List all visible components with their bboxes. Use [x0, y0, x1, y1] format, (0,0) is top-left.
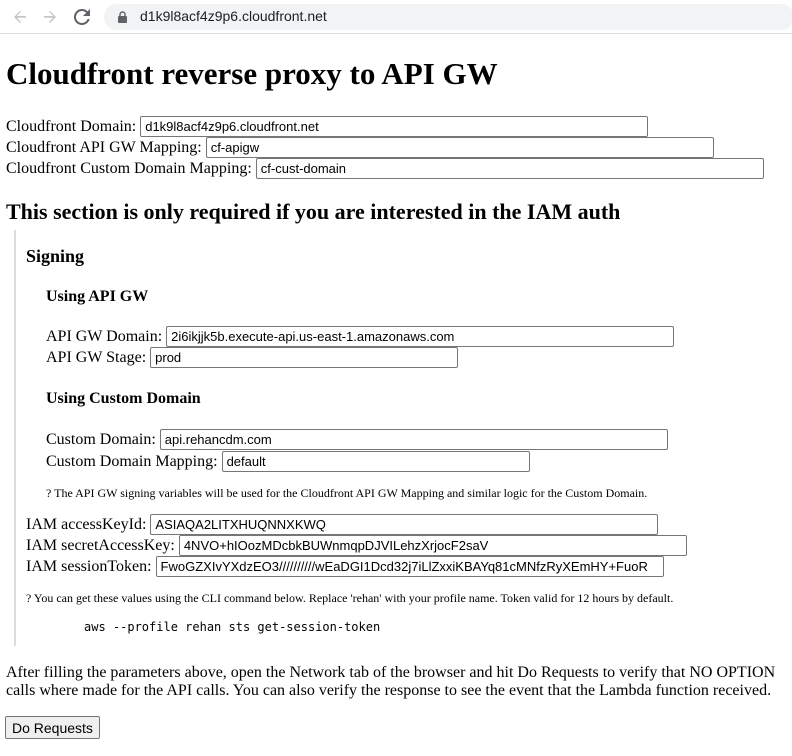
reload-icon[interactable] [70, 5, 94, 29]
address-bar[interactable] [104, 4, 792, 30]
secret-key-label: IAM secretAccessKey: [26, 536, 175, 554]
instructions-text: After filling the parameters above, open the Network tab of the browser and hit Do Requests to verify that NO OPTION calls where made for the API calls. You can also verify the response to see the event that the Lambda function received. [6, 664, 776, 699]
access-key-input[interactable] [150, 514, 658, 535]
custom-mapping-row [46, 451, 530, 472]
do-requests-button[interactable]: Do Requests [5, 716, 100, 739]
iam-section-heading: This section is only required if you are interested in the IAM auth [6, 199, 621, 224]
lock-icon [118, 11, 127, 23]
forward-icon[interactable] [38, 5, 62, 29]
signing-note: ? The API GW signing variables will be used for the Cloudfront API GW Mapping and similar logic for the Custom Domain. [46, 486, 648, 500]
cf-custom-mapping-label: Cloudfront Custom Domain Mapping: [6, 159, 252, 177]
back-icon[interactable] [8, 5, 32, 29]
cf-domain-row [6, 116, 648, 137]
cf-custom-mapping-row [6, 158, 764, 179]
custom-domain-row [46, 429, 668, 450]
cf-domain-label: Cloudfront Domain: [6, 117, 137, 135]
api-gw-stage-row [46, 347, 458, 368]
cf-apigw-mapping-label: Cloudfront API GW Mapping: [6, 138, 202, 156]
access-key-row [26, 514, 658, 535]
cf-apigw-mapping-input[interactable] [206, 137, 714, 158]
api-gw-domain-label: API GW Domain: [46, 327, 163, 345]
blockquote-border [14, 230, 16, 646]
api-gw-domain-row [46, 326, 674, 347]
session-token-row [26, 556, 664, 577]
api-gw-heading: Using API GW [46, 288, 149, 305]
custom-domain-input[interactable] [160, 429, 668, 450]
session-token-label: IAM sessionToken: [26, 557, 152, 575]
api-gw-stage-input[interactable] [150, 347, 458, 368]
secret-key-input[interactable] [179, 535, 687, 556]
signing-heading: Signing [26, 246, 85, 266]
access-key-label: IAM accessKeyId: [26, 515, 147, 533]
iam-note: ? You can get these values using the CLI command below. Replace 'rehan' with your profile name. Token valid for 12 hours by default. [26, 591, 674, 605]
custom-mapping-input[interactable] [222, 451, 530, 472]
cli-command: aws --profile rehan sts get-session-token [84, 620, 381, 634]
api-gw-stage-label: API GW Stage: [46, 348, 147, 366]
session-token-input[interactable] [156, 556, 664, 577]
api-gw-domain-input[interactable] [166, 326, 674, 347]
cf-custom-mapping-input[interactable] [256, 158, 764, 179]
url-text: d1k9l8acf4z9p6.cloudfront.net [140, 8, 327, 24]
cf-apigw-mapping-row [6, 137, 714, 158]
browser-toolbar [0, 0, 792, 34]
custom-mapping-label: Custom Domain Mapping: [46, 452, 218, 470]
custom-domain-label: Custom Domain: [46, 430, 156, 448]
secret-key-row [26, 535, 687, 556]
custom-domain-heading: Using Custom Domain [46, 390, 201, 407]
cf-domain-input[interactable] [140, 116, 648, 137]
page-title: Cloudfront reverse proxy to API GW [6, 56, 498, 91]
